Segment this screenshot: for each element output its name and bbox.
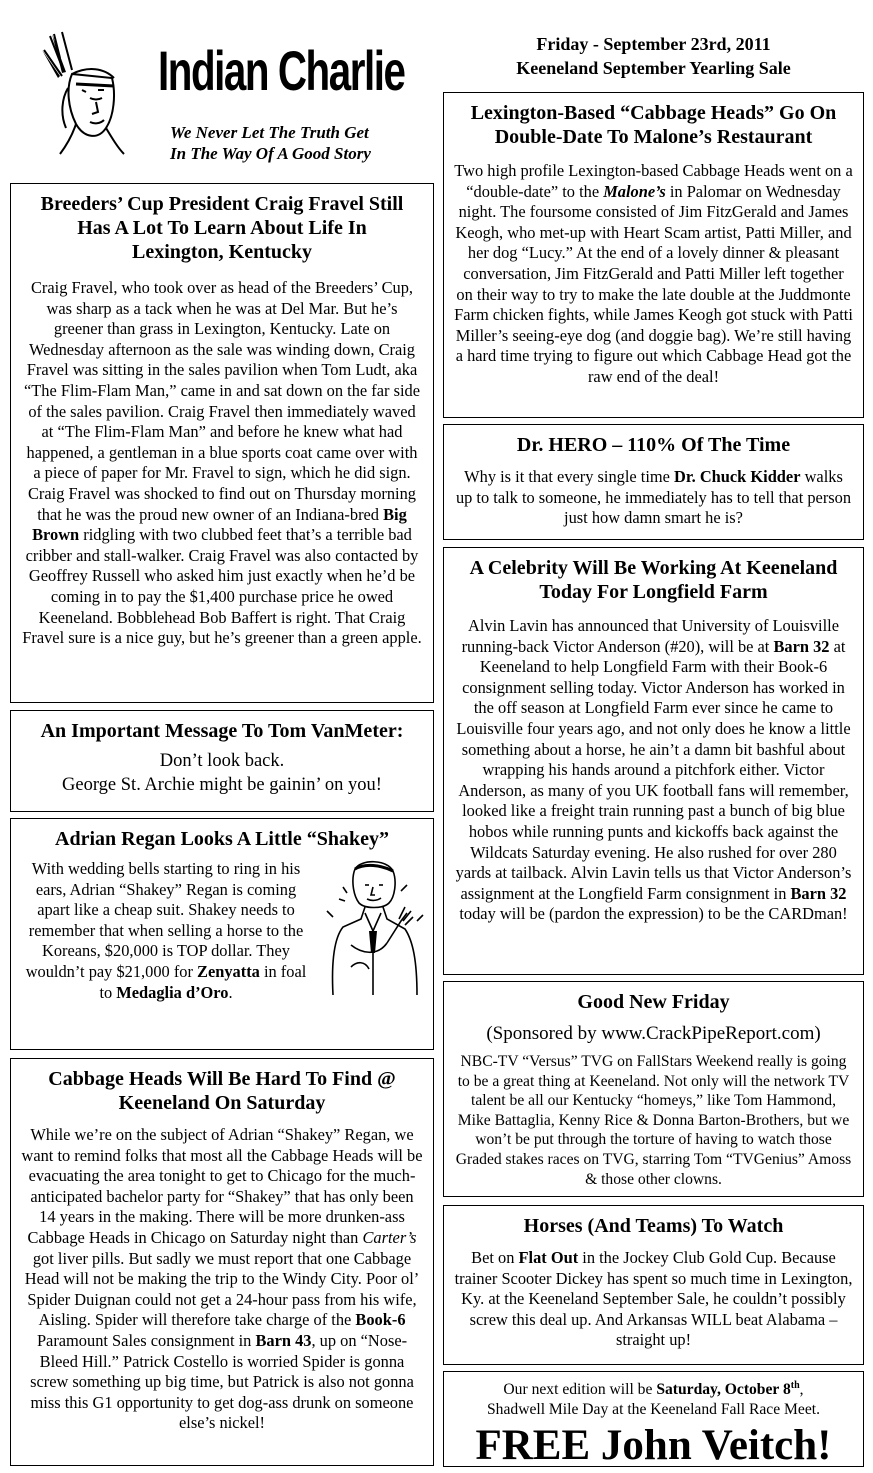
article-body: With wedding bells starting to ring in his ears, Adrian “Shakey” Regan is coming apart like a cheap suit. Shakey needs to remember that when selling a horse to the Koreans, $20,000 is TOP dollar. They wouldn’t pay $21,000 for Zenyatta in foal to Medaglia d’Oro. (25, 859, 307, 1002)
article-headline: Good New Friday (577, 991, 730, 1013)
tagline-line-2: In The Way Of A Good Story (170, 144, 371, 163)
article-headline: Cabbage Heads Will Be Hard To Find @ Keeneland On Saturday (48, 1068, 396, 1114)
article-headline: Breeders’ Cup President Craig Fravel Still Has A Lot To Learn About Life In Lexington, Kentucky (40, 193, 404, 263)
article-body: Bet on Flat Out in the Jockey Club Gold Cup. Because trainer Scooter Dickey has spent so much time in Lexington, Ky. at the Keeneland September Sale, he couldn’t possibly screw this deal up. And Arkansas WILL beat Alabama – straight up! (454, 1248, 853, 1350)
article-body: Why is it that every single time Dr. Chuck Kidder walks up to talk to someone, he immediately has to tell that person just how damn smart he is? (455, 467, 852, 528)
article-headline: Dr. HERO – 110% Of The Time (516, 434, 791, 456)
nervous-man-cartoon-icon (321, 857, 425, 997)
article-shakey (10, 818, 434, 1050)
masthead (10, 0, 434, 175)
article-goodnew (443, 981, 864, 1197)
dateline-event: Keeneland September Yearling Sale (516, 58, 791, 78)
masthead-tagline (170, 122, 371, 164)
article-headline: Lexington-Based “Cabbage Heads” Go On Double-Date To Malone’s Restaurant (470, 102, 837, 148)
article-body: NBC-TV “Versus” TVG on FallStars Weekend really is going to be a great thing at Keeneland. Not only will the network TV talent be all our Kentucky “homeys,” like Tom Hammond, Mike Battaglia, Kenny Rice & Donna Barton-Brothers, but we won’t be put through the torture of having to watch those Graded stakes races on TVG, starring Tom “TVGenius” Amoss & those other clowns. (455, 1053, 852, 1188)
next-edition-text: Our next edition will be Saturday, October 8th, Shadwell Mile Day at the Keeneland Fall Race Meet. (487, 1380, 820, 1418)
tagline-line-1: We Never Let The Truth Get (170, 123, 369, 142)
article-body: Alvin Lavin has announced that University of Louisville running-back Victor Anderson (#20), will be at Barn 32 at Keeneland to help Longfield Farm with their Book-6 consignment selling today. Victor Anderson has worked in the off season at Longfield Farm ever since he came to Louisville four years ago, and not only does he know a little something about a horse, he ain’t a damn bit bashful about wrapping his hands around a pitchfork either. Victor Anderson, as many of you UK football fans will remember, looked like a freight train running past a bunch of big blue hobos while running punts and kickoffs back against the Wildcats Saturday evening. He also rushed for over 280 yards at tailback. Alvin Lavin tells us that Victor Anderson’s assignment at the Longfield Farm consignment in Barn 32 today will be (pardon the expression) to be the CARDman! (455, 616, 852, 924)
dateline (443, 32, 864, 80)
dateline-date: Friday - September 23rd, 2011 (536, 34, 771, 54)
article-sponsor: (Sponsored by www.CrackPipeReport.com) (486, 1023, 821, 1044)
article-vanmeter (10, 710, 434, 812)
article-malones (443, 92, 864, 418)
article-horses (443, 1205, 864, 1365)
article-next-edition (443, 1371, 864, 1470)
article-headline: An Important Message To Tom VanMeter: (40, 720, 404, 742)
article-headline: A Celebrity Will Be Working At Keeneland Today For Longfield Farm (469, 557, 838, 603)
article-cabbage-saturday (10, 1058, 434, 1466)
article-fravel (10, 183, 434, 703)
article-headline: Horses (And Teams) To Watch (523, 1215, 784, 1237)
article-body: Don’t look back. George St. Archie might be gainin’ on you! (62, 751, 382, 795)
masthead-title: Indian Charlie (158, 39, 405, 102)
article-body: While we’re on the subject of Adrian “Shakey” Regan, we want to remind folks that most all the Cabbage Heads will be evacuating the area tonight to get to Chicago for the much-anticipated bachelor party for “Shakey” that has only been 14 years in the making. There will be more drunken-ass Cabbage Heads in Chicago on Saturday night than Carter’s got liver pills. But sadly we must report that one Cabbage Head will not be making the trip to the Windy City. Poor ol’ Spider Duignan could not get a 24-hour pass from his wife, Aisling. Spider will therefore take charge of the Book-6 Paramount Sales consignment in Barn 43, up on “Nose-Bleed Hill.” Patrick Costello is worried Spider is gonna screw something up big time, but Patrick is also not gonna miss this G1 opportunity to get dog-ass drunk on someone else’s nickel! (21, 1125, 423, 1433)
article-hero (443, 424, 864, 540)
article-celebrity (443, 547, 864, 975)
article-body: Craig Fravel, who took over as head of the Breeders’ Cup, was sharp as a tack when he was at Del Mar. But he’s greener than grass in Lexington, Kentucky. Late on Wednesday afternoon as the sale was winding down, Craig Fravel was sitting in the sales pavilion when Tom Ludt, aka “The Flim-Flam Man,” came in and sat down on the far side of the sales pavilion. Craig Fravel then immediately waved at “The Flim-Flam Man” and before he knew what had happened, a gentleman in a blue sports coat came over with a piece of paper for Mr. Fravel to sign, which he did sign. Craig Fravel was shocked to find out on Thursday morning that he was the proud new owner of an Indiana-bred Big Brown ridgling with two clubbed feet that’s a terrible bad cribber and stall-walker. Craig Fravel was also contacted by Geoffrey Russell who asked him just exactly when he’d be coming in to pay the $1,400 purchase price he owed Keeneland. Bobblehead Bob Baffert is right. That Craig Fravel sure is a nice guy, but he’s greener than a green apple. (22, 278, 422, 648)
article-body: Two high profile Lexington-based Cabbage Heads went on a “double-date” to the Malone’s in Palomar on Wednesday night. The foursome consisted of Jim FitzGerald and James Keogh, who met-up with Heart Scam artist, Patti Miller, and her dog “Lucy.” At the end of a lovely dinner & pleasant conversation, Jim FitzGerald and Patti Miller left together on their way to try to make the late double at the Juddmonte Farm chicken fights, while James Keogh got stuck with Patti Miller’s seeing-eye dog (and doggie bag). We’re still having a hard time trying to figure out which Cabbage Head got the raw end of the deal! (454, 161, 853, 386)
article-headline: Adrian Regan Looks A Little “Shakey” (55, 828, 389, 850)
free-john-veitch-banner: FREE John Veitch! (475, 1422, 832, 1470)
indian-chief-head-icon (32, 28, 142, 158)
